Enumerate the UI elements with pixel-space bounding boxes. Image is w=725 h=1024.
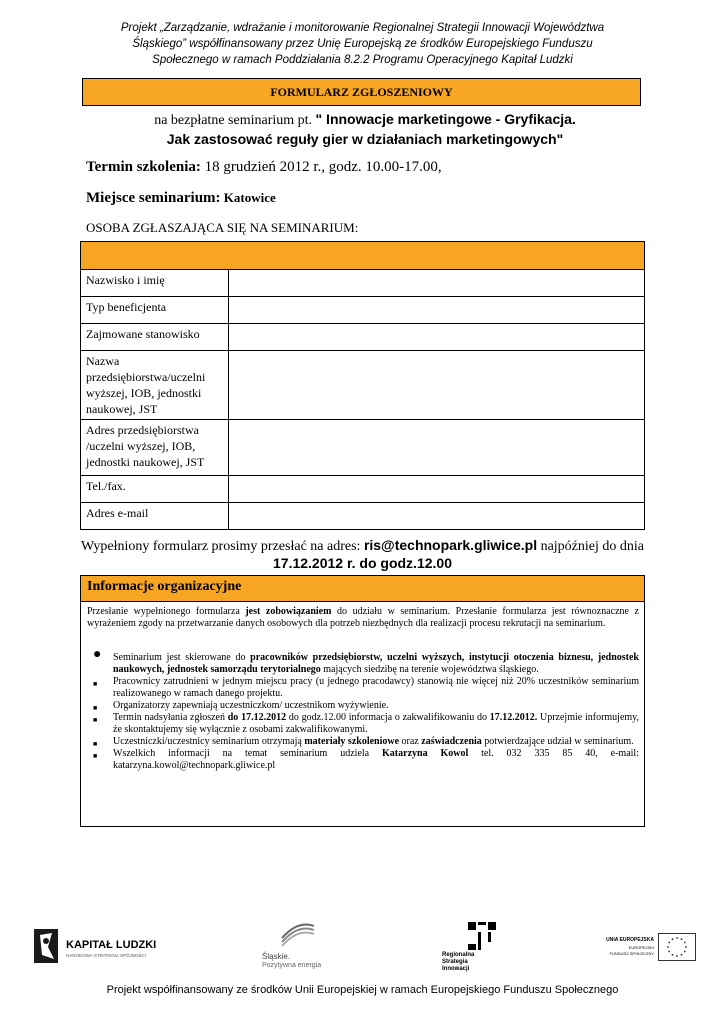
send-text-2: najpóźniej do dnia bbox=[537, 539, 644, 554]
slaskie-icon bbox=[278, 922, 318, 950]
b4-b: do 17.12.2012 bbox=[227, 712, 287, 723]
kapital-ludzki-icon bbox=[32, 925, 62, 967]
logo-unia-europejska bbox=[598, 933, 698, 968]
bullet-icon: ■ bbox=[93, 716, 98, 724]
form-row bbox=[81, 270, 645, 297]
send-email-link[interactable]: ris@technopark.gliwice.pl bbox=[363, 537, 538, 553]
rsi-icon bbox=[468, 922, 496, 952]
header-line-3: Społecznego w ramach Poddziałania 8.2.2 Programu Operacyjnego Kapitał Ludzki bbox=[152, 54, 573, 66]
form-row bbox=[81, 476, 645, 503]
info-p1-c: do udziału w seminarium. Przesłanie formularza jest równoznaczne z wyrażeniem zgody na przetwarzanie danych osobowych dla potrzeb niezbędnych dla realizacji procesu rekrutacji na seminarium. bbox=[87, 606, 639, 629]
b4-c: do godz.12.00 informacja o zakwalifikowaniu do bbox=[286, 712, 490, 723]
b6-a: Wszelkich informacji na temat seminarium udziela bbox=[113, 748, 383, 759]
b6-b: Katarzyna Kowol bbox=[382, 748, 469, 759]
form-row bbox=[81, 503, 645, 530]
email-input-cell[interactable] bbox=[229, 503, 645, 530]
position-input-cell[interactable] bbox=[229, 324, 645, 351]
form-title: FORMULARZ ZGŁOSZENIOWY bbox=[82, 78, 641, 106]
info-list bbox=[81, 647, 644, 772]
person-heading: OSOBA ZGŁASZAJĄCA SIĘ NA SEMINARIUM: bbox=[86, 220, 359, 235]
list-item bbox=[93, 647, 639, 676]
form-row bbox=[81, 324, 645, 351]
form-row-label: Adres e-mail bbox=[81, 503, 229, 530]
kl-subtitle: NARODOWA STRATEGIA SPÓJNOŚCI bbox=[66, 953, 147, 958]
header-line-1: Projekt „Zarządzanie, wdrażanie i monitorowanie Regionalnej Strategii Innowacji Województwa bbox=[120, 22, 605, 34]
bullet-icon: ■ bbox=[93, 704, 98, 712]
ue-line-3: FUNDUSZ SPOŁECZNY bbox=[609, 951, 654, 956]
b5-c: oraz bbox=[399, 736, 422, 747]
b5-b: materiały szkoleniowe bbox=[304, 736, 400, 747]
list-item bbox=[93, 712, 640, 736]
b4-d: 17.12.2012. bbox=[489, 712, 538, 723]
seminar-place bbox=[86, 190, 276, 207]
form-row-label: Typ beneficjenta bbox=[81, 297, 229, 324]
b4-a: Termin nadsyłania zgłoszeń bbox=[113, 712, 228, 723]
header bbox=[60, 20, 665, 68]
b1-c: mających siedzibę na terenie województwa śląskiego. bbox=[320, 664, 539, 675]
footer: Projekt współfinansowany ze środków Unii Europejskiej w ramach Europejskiego Funduszu Społecznego bbox=[106, 984, 619, 996]
bullet-icon: ■ bbox=[93, 680, 98, 688]
b3: Organizatorzy zapewniają uczestniczkom/ uczestnikom wyżywienie. bbox=[113, 700, 389, 711]
rsi-line-2: Strategia bbox=[442, 959, 468, 965]
bullet-icon: ■ bbox=[93, 740, 98, 748]
b5-d: zaświadczenia bbox=[421, 736, 482, 747]
eu-flag-icon bbox=[658, 933, 696, 961]
beneficiary-type-input-cell[interactable] bbox=[229, 297, 645, 324]
form-row-label: Zajmowane stanowisko bbox=[81, 324, 229, 351]
header-line-2: Śląskiego” współfinansowany przez Unię Europejską ze środków Europejskiego Funduszu bbox=[132, 38, 593, 50]
seminar-name-line-2: Jak zastosować reguły gier w działaniach marketingowych" bbox=[166, 131, 564, 147]
rsi-line-1: Regionalna bbox=[442, 952, 475, 958]
send-text-1: Wypełniony formularz prosimy przesłać na adres: bbox=[80, 539, 364, 554]
send-deadline: 17.12.2012 r. do godz.12.00 bbox=[273, 555, 452, 571]
b5-e: potwierdzające udział w seminarium. bbox=[481, 736, 634, 747]
b5-a: Uczestniczki/uczestnicy seminarium otrzymają bbox=[113, 736, 305, 747]
organization-address-input-cell[interactable] bbox=[229, 420, 645, 476]
logo-kapital-ludzki bbox=[32, 925, 172, 970]
training-date bbox=[86, 159, 442, 176]
list-item bbox=[93, 700, 639, 712]
slaskie-title: Śląskie. bbox=[262, 952, 291, 961]
b1-a: Seminarium jest skierowane do bbox=[113, 652, 251, 663]
subtitle-prefix: na bezpłatne seminarium pt. bbox=[154, 113, 316, 128]
slaskie-subtitle: Pozytywna energia bbox=[262, 962, 322, 969]
info-box bbox=[80, 575, 645, 827]
info-paragraph bbox=[87, 606, 639, 630]
kl-title: KAPITAŁ LUDZKI bbox=[66, 939, 157, 951]
phone-input-cell[interactable] bbox=[229, 476, 645, 503]
ue-line-2: EUROPEJSKI bbox=[628, 945, 654, 950]
b6-c: tel. 032 335 85 40, e-mail: katarzyna.kowol@technopark.gliwice.pl bbox=[113, 748, 639, 771]
form-row bbox=[81, 297, 645, 324]
form-row-label: Adres przedsiębiorstwa /uczelni wyższej, IOB, jednostki naukowej, JST bbox=[81, 420, 229, 476]
form-row-label: Nazwa przedsiębiorstwa/uczelni wyższej, IOB, jednostki naukowej, JST bbox=[81, 351, 229, 420]
ue-line-1: UNIA EUROPEJSKA bbox=[606, 937, 654, 943]
b1-b: pracowników przedsiębiorstw, uczelni wyższych, instytucji otoczenia biznesu, jednostek naukowych, jednostek samorządu terytorialnego bbox=[113, 652, 639, 675]
b2: Pracownicy zatrudnieni w jednym miejscu pracy (u jednego pracodawcy) stanowią nie więcej niż 20% uczestników seminarium realizowanego w ramach danego projektu. bbox=[113, 676, 639, 699]
bullet-icon: ● bbox=[93, 647, 102, 662]
term-label: Termin szkolenia: bbox=[86, 159, 201, 175]
info-p1-a: Przesłanie wypełnionego formularza bbox=[87, 606, 246, 617]
name-input-cell[interactable] bbox=[229, 270, 645, 297]
place-value: Katowice bbox=[220, 190, 276, 205]
list-item bbox=[93, 736, 639, 748]
send-instructions bbox=[80, 537, 645, 573]
form-row bbox=[81, 420, 645, 476]
bullet-icon: ■ bbox=[93, 752, 98, 760]
b4-e: Uprzejmie informujemy, że skontaktujemy się wyłącznie z osobami zakwalifikowanymi. bbox=[113, 712, 640, 735]
place-label: Miejsce seminarium: bbox=[86, 190, 221, 206]
logo-slaskie bbox=[260, 922, 340, 974]
form-row bbox=[81, 351, 645, 420]
list-item bbox=[93, 748, 639, 772]
term-value: 18 grudzień 2012 r., godz. 10.00-17.00, bbox=[200, 159, 442, 175]
info-heading: Informacje organizacyjne bbox=[81, 576, 644, 602]
rsi-line-3: Innowacji bbox=[442, 966, 470, 972]
logo-regionalna-strategia bbox=[438, 922, 498, 977]
registration-form-table bbox=[80, 241, 645, 530]
info-p1-b: jest zobowiązaniem bbox=[245, 606, 332, 617]
seminar-name-line-1: " Innowacje marketingowe - Gryfikacja. bbox=[315, 111, 576, 127]
form-row-label: Nazwisko i imię bbox=[81, 270, 229, 297]
organization-name-input-cell[interactable] bbox=[229, 351, 645, 420]
form-header-row bbox=[81, 242, 645, 270]
form-row-label: Tel./fax. bbox=[81, 476, 229, 503]
seminar-subtitle bbox=[90, 110, 640, 150]
list-item bbox=[93, 676, 639, 700]
